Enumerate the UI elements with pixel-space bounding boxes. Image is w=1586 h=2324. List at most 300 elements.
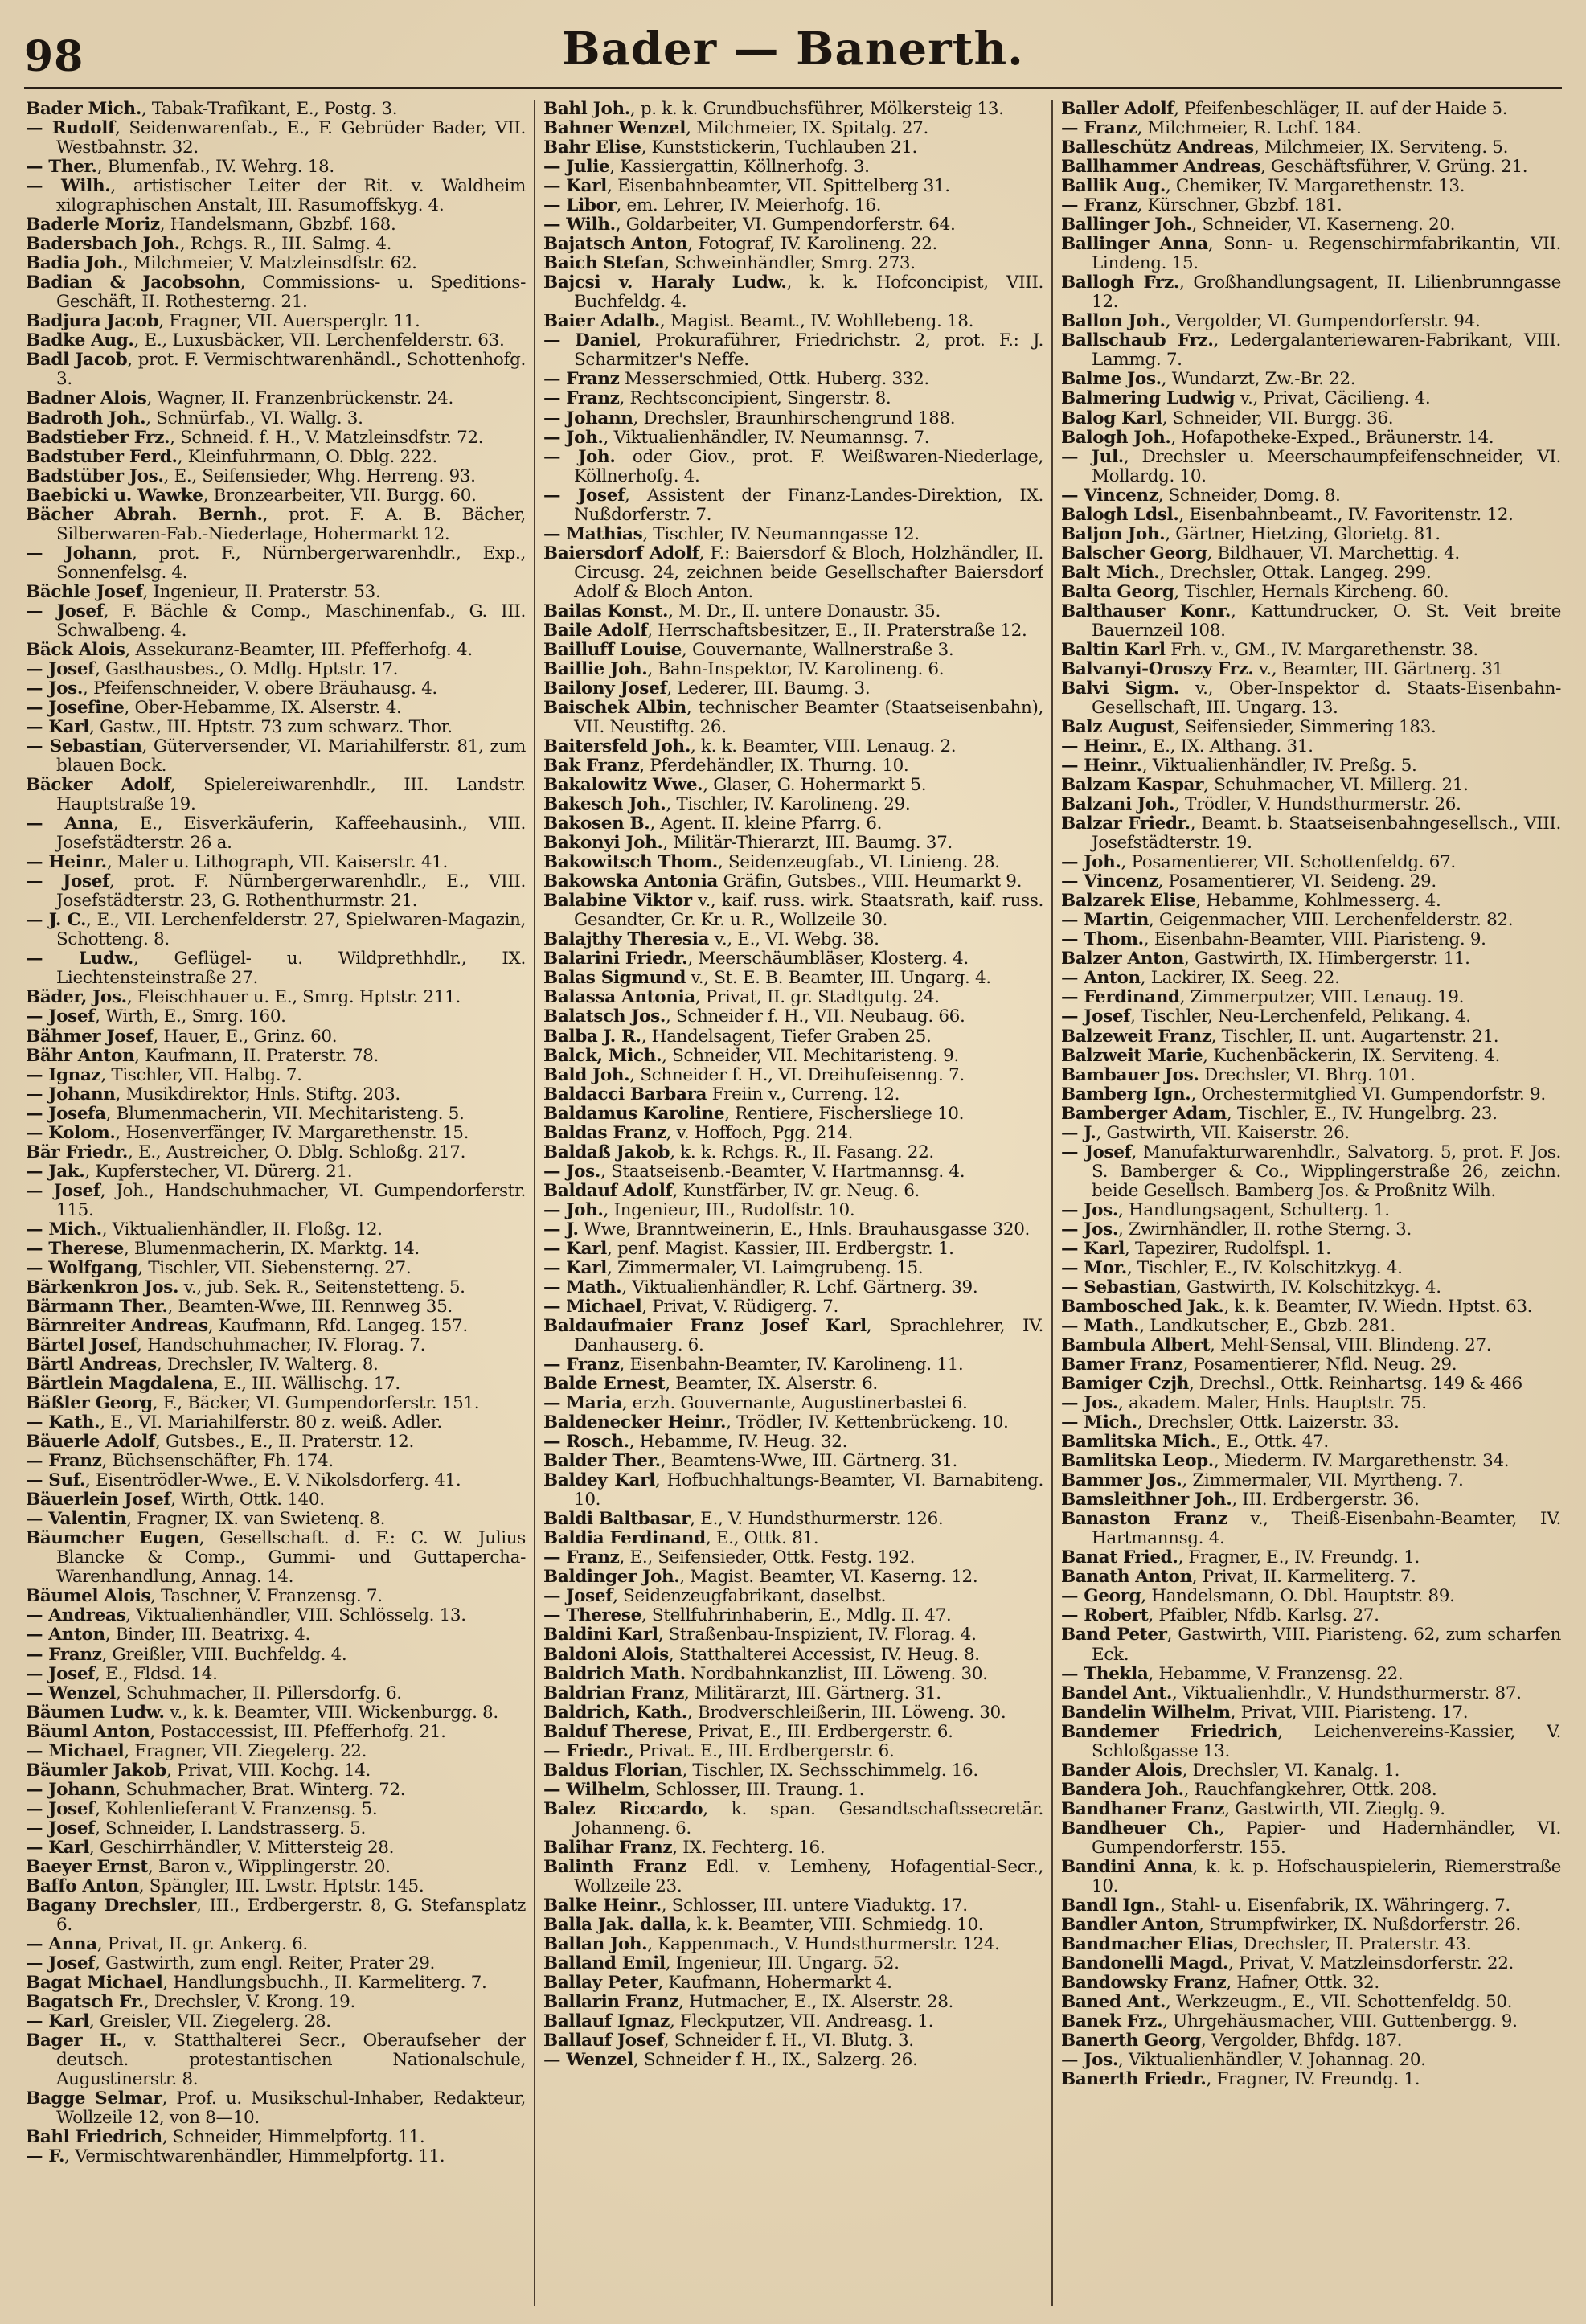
- entry-details: , k. k. Beamter, VIII. Lenaug. 2.: [690, 736, 957, 757]
- column-2: [534, 100, 1043, 2306]
- entry-name: — Wilhelm: [543, 1779, 645, 1800]
- entry-details: , III., Erdbergerstr. 8, G. Stefansplatz 6.: [56, 1895, 526, 1935]
- entry-details: Gräfin, Gutsbes., VIII. Heumarkt 9.: [717, 871, 1022, 892]
- directory-entry: [543, 1278, 1043, 1297]
- entry-name: — Franz: [543, 1547, 620, 1568]
- entry-details: , artistischer Leiter der Rit. v. Waldheim xilographischen Anstalt, III. Rasumoffskyg. 4.: [56, 176, 526, 216]
- entry-details: v., E., VI. Webg. 38.: [709, 929, 879, 950]
- entry-name: Baitersfeld Joh.: [543, 736, 691, 757]
- entry-name: Baned Ant.: [1061, 1992, 1166, 2013]
- entry-details: Frh. v., GM., IV. Margarethenstr. 38.: [1165, 639, 1478, 660]
- entry-name: — Maria: [543, 1393, 622, 1414]
- entry-details: , Pfaibler, Nfdb. Karlsg. 27.: [1148, 1605, 1379, 1626]
- directory-entry: [1061, 1819, 1561, 1858]
- entry-name: — Kolom.: [26, 1122, 116, 1143]
- entry-name: — Franz: [26, 1644, 102, 1665]
- directory-entry: [543, 949, 1043, 969]
- entry-name: Baltin Karl: [1061, 639, 1166, 660]
- entry-name: — Anna: [26, 1933, 97, 1954]
- entry-name: — Jak.: [26, 1161, 85, 1182]
- directory-entry: [26, 949, 526, 988]
- entry-name: Bandonelli Magd.: [1061, 1953, 1229, 1974]
- entry-details: , Milchmeier, R. Lchf. 184.: [1137, 118, 1362, 139]
- directory-entry: [26, 1625, 526, 1645]
- directory-entry: [1061, 1240, 1561, 1259]
- entry-name: Baillie Joh.: [543, 658, 648, 679]
- entry-name: — Josef: [26, 658, 96, 679]
- entry-details: , Seidenwarenfab., E., F. Gebrüder Bader, VII. Westbahnstr. 32.: [56, 118, 526, 158]
- entry-name: Balz August: [1061, 717, 1175, 737]
- column-1: [26, 100, 526, 2306]
- entry-details: , Fleischhauer u. E., Smrg. Hptstr. 211.: [126, 987, 461, 1008]
- directory-entry: [543, 1355, 1043, 1375]
- entry-name: Bamer Franz: [1061, 1355, 1183, 1375]
- entry-details: , Leichenvereins-Kassier, V. Schloßgasse 13.: [1092, 1721, 1561, 1761]
- entry-details: , Pfeifenschneider, V. obere Bräuhausg. 4.: [83, 678, 437, 699]
- entry-details: , E., III. Wällischg. 17.: [213, 1374, 400, 1395]
- entry-name: Baldini Karl: [543, 1625, 658, 1646]
- entry-name: Bärtl Andreas: [26, 1355, 157, 1375]
- entry-details: , Gutsbes., E., II. Praterstr. 12.: [155, 1432, 414, 1453]
- entry-name: — Johann: [543, 408, 633, 428]
- entry-details: , Viktualienhändler, II. Floßg. 12.: [101, 1219, 383, 1240]
- directory-entry: [1061, 1336, 1561, 1355]
- entry-name: Bäcker Adolf: [26, 775, 170, 796]
- entry-name: — Ludw.: [26, 949, 133, 969]
- directory-entry: [543, 544, 1043, 602]
- directory-entry: [1061, 1723, 1561, 1761]
- entry-details: , Greisler, VII. Ziegelerg. 28.: [89, 2011, 331, 2032]
- entry-details: , k. k. Hofconcipist, VIII. Buchfeldg. 4.: [574, 273, 1043, 313]
- entry-details: , Schneider f. H., VI. Dreihufeisenng. 7.: [629, 1064, 965, 1085]
- entry-name: — Karl: [543, 1257, 607, 1278]
- entry-name: Bammer Jos.: [1061, 1470, 1182, 1491]
- entry-name: Baeyer Ernst: [26, 1856, 148, 1877]
- entry-details: , Viktualienhändler, R. Lchf. Gärtnerg. 39.: [621, 1277, 978, 1297]
- entry-name: Bakowska Antonia: [543, 871, 718, 892]
- entry-details: , Hofbuchhaltungs-Beamter, VI. Barnabiteng. 10.: [574, 1470, 1043, 1510]
- entry-name: — Franz: [543, 1355, 620, 1375]
- entry-name: Balzer Anton: [1061, 949, 1184, 969]
- entry-name: — Jos.: [1061, 1393, 1118, 1414]
- directory-entry: [543, 1066, 1043, 1085]
- directory-entry: [26, 1935, 526, 1954]
- entry-details: , k. k. Beamter, VIII. Schmiedg. 10.: [686, 1914, 984, 1935]
- entry-details: , Agent. II. kleine Pfarrg. 6.: [650, 814, 883, 834]
- directory-entry: [26, 1819, 526, 1838]
- entry-details: , Schneider, VII. Mechitaristeng. 9.: [662, 1045, 959, 1066]
- entry-name: — Andreas: [26, 1605, 126, 1626]
- entry-details: , Manufakturwarenhdlr., Salvatorg. 5, prot. F. Jos. S. Bamberger & Co., Wipplingerstraße 26, zeichn. beide Gesellsch. Bamberg Jos. & Proßnitz Wilh.: [1092, 1142, 1561, 1201]
- entry-name: Bäder, Jos.: [26, 987, 127, 1008]
- entry-details: , Seifensieder, Simmering 183.: [1174, 717, 1436, 737]
- directory-entry: [1061, 1355, 1561, 1375]
- directory-entry: [543, 1781, 1043, 1800]
- directory-entry: [26, 1413, 526, 1433]
- directory-entry: [1061, 1394, 1561, 1413]
- entry-details: , Tapezirer, Rudolfspl. 1.: [1125, 1238, 1331, 1259]
- directory-entry: [26, 350, 526, 389]
- entry-details: , Tischler, Hernals Kircheng. 60.: [1174, 581, 1449, 602]
- entry-details: , Seidenzeugfab., VI. Linieng. 28.: [717, 852, 1000, 873]
- entry-details: , Kaufmann, II. Praterstr. 78.: [134, 1045, 379, 1066]
- entry-details: , M. Dr., II. untere Donaustr. 35.: [668, 600, 941, 621]
- entry-details: , E., Fldsd. 14.: [95, 1663, 218, 1684]
- directory-entry: [543, 602, 1043, 621]
- entry-details: , Seidenzeugfabrikant, daselbst.: [613, 1586, 887, 1607]
- directory-entry: [26, 1684, 526, 1703]
- entry-details: , Prof. u. Musikschul-Inhaber, Redakteur, Wollzeile 12, von 8—10.: [56, 2088, 526, 2129]
- entry-name: Ballauf Josef: [543, 2031, 664, 2051]
- entry-name: — Robert: [1061, 1605, 1149, 1626]
- directory-entry: [1061, 795, 1561, 814]
- entry-name: — Josef: [26, 1818, 96, 1838]
- entry-details: , Hauer, E., Grinz. 60.: [153, 1026, 338, 1047]
- directory-entry: [26, 1220, 526, 1240]
- directory-entry: [26, 1143, 526, 1162]
- directory-entry: [1061, 1471, 1561, 1490]
- entry-details: , Gasthausbes., O. Mdlg. Hptstr. 17.: [95, 658, 399, 679]
- entry-details: , Schnürfab., VI. Wallg. 3.: [145, 408, 363, 428]
- entry-details: , em. Lehrer, IV. Meierhofg. 16.: [616, 195, 882, 216]
- entry-details: , E., Seifensieder, Ottk. Festg. 192.: [619, 1547, 916, 1568]
- directory-entry: [543, 273, 1043, 312]
- directory-entry: [1061, 331, 1561, 370]
- entry-name: — Anton: [1061, 968, 1141, 989]
- entry-name: Bakalowitz Wwe.: [543, 775, 703, 796]
- directory-entry: [1061, 1220, 1561, 1240]
- entry-name: — Josef: [543, 1586, 613, 1607]
- directory-entry: [26, 177, 526, 215]
- entry-name: Badl Jacob: [26, 350, 128, 371]
- entry-details: , Fragner, VII. Ziegelerg. 22.: [124, 1740, 367, 1761]
- entry-details: , akadem. Maler, Hnls. Hauptstr. 75.: [1118, 1393, 1427, 1414]
- entry-details: , Papier- und Hadernhändler, VI. Gumpendorferstr. 155.: [1092, 1818, 1561, 1858]
- entry-details: , Posamentierer, VII. Schottenfeldg. 67.: [1121, 852, 1456, 873]
- entry-details: , Gastw., III. Hptstr. 73 zum schwarz. Thor.: [89, 717, 453, 737]
- entry-details: , Privat. E., III. Erdbergerstr. 6.: [628, 1740, 895, 1761]
- entry-name: — Joh.: [543, 427, 604, 448]
- entry-details: , Brodverschleißerin, III. Löweng. 30.: [686, 1702, 1006, 1723]
- entry-details: , k. k. Rchgs. R., II. Fasang. 22.: [670, 1142, 934, 1162]
- entry-details: v., Theiß-Eisenbahn-Beamter, IV. Hartmannsg. 4.: [1092, 1509, 1561, 1549]
- entry-details: , Viktualienhändler, IV. Preßg. 5.: [1141, 756, 1417, 777]
- directory-entry: [543, 1085, 1043, 1105]
- directory-entry: [1061, 1007, 1561, 1027]
- entry-name: Balde Ernest: [543, 1374, 666, 1395]
- directory-entry: [543, 814, 1043, 834]
- directory-entry: [26, 660, 526, 679]
- directory-entry: [1061, 853, 1561, 872]
- directory-entry: [26, 1838, 526, 1858]
- entry-details: , Fragner, IV. Freundg. 1.: [1206, 2069, 1420, 2090]
- entry-details: , Kuchenbäckerin, IX. Serviteng. 4.: [1203, 1045, 1500, 1066]
- entry-details: , E., VI. Mariahilferstr. 80 z. weiß. Adler.: [100, 1412, 442, 1433]
- entry-details: , Drechsler, VI. Kanalg. 1.: [1182, 1760, 1400, 1781]
- directory-entry: [26, 988, 526, 1007]
- entry-name: Bakesch Joh.: [543, 794, 666, 815]
- entry-name: Bamberger Adam: [1061, 1103, 1227, 1124]
- entry-name: Ballan Joh.: [543, 1933, 648, 1954]
- directory-entry: [543, 254, 1043, 273]
- entry-name: Bamlitska Leop.: [1061, 1451, 1214, 1472]
- entry-details: , Kattundrucker, O. St. Veit breite Bauernzeil 108.: [1092, 600, 1561, 641]
- entry-name: Bärtel Josef: [26, 1335, 137, 1355]
- directory-entry: [1061, 872, 1561, 891]
- entry-details: , Privat, II. gr. Stadtgutg. 24.: [695, 987, 940, 1008]
- entry-name: Band Peter: [1061, 1625, 1167, 1646]
- entry-details: , Stellfuhrinhaberin, E., Mdlg. II. 47.: [641, 1605, 952, 1626]
- entry-name: Balthauser Konr.: [1061, 600, 1231, 621]
- entry-details: , Commissions- u. Speditions-Geschäft, II. Rothesterng. 21.: [56, 273, 526, 313]
- directory-entry: [1061, 1259, 1561, 1278]
- entry-details: , Lederer, III. Baumg. 3.: [666, 678, 871, 699]
- entry-name: Baljon Joh.: [1061, 523, 1166, 544]
- entry-name: — Josef: [26, 600, 104, 621]
- entry-name: Balzarek Elise: [1061, 891, 1196, 912]
- directory-entry: [26, 1240, 526, 1259]
- directory-entry: [26, 1066, 526, 1085]
- directory-entry: [543, 119, 1043, 138]
- entry-details: v., Privat, Cäcilieng. 4.: [1235, 388, 1431, 409]
- entry-details: , Militär-Thierarzt, III. Baumg. 37.: [662, 833, 953, 854]
- entry-name: Bagatsch Fr.: [26, 1992, 144, 2013]
- entry-details: v., k. k. Beamter, VIII. Wickenburgg. 8.: [164, 1702, 498, 1723]
- entry-name: Bandera Joh.: [1061, 1779, 1184, 1800]
- entry-name: Bamlitska Mich.: [1061, 1432, 1216, 1453]
- directory-entry: [1061, 911, 1561, 930]
- entry-name: Badroth Joh.: [26, 408, 146, 428]
- directory-entry: [1061, 1935, 1561, 1954]
- entry-details: , E., Luxusbäcker, VII. Lerchenfelderstr. 63.: [133, 330, 505, 351]
- directory-entry: [543, 1742, 1043, 1761]
- directory-entry: [543, 1568, 1043, 1587]
- directory-entry: [1061, 119, 1561, 138]
- directory-entry: [543, 1723, 1043, 1742]
- directory-entry: [543, 2031, 1043, 2051]
- directory-entry: [1061, 1317, 1561, 1336]
- directory-entry: [26, 814, 526, 853]
- directory-entry: [26, 254, 526, 273]
- directory-entry: [26, 1703, 526, 1723]
- directory-entry: [543, 196, 1043, 215]
- entry-details: , IX. Fechterg. 16.: [672, 1837, 826, 1858]
- entry-name: Bär Friedr.: [26, 1142, 128, 1162]
- entry-details: , Maler u. Lithograph, VII. Kaiserstr. 41.: [106, 852, 448, 873]
- directory-entry: [26, 1375, 526, 1394]
- directory-entry: [1061, 1954, 1561, 1974]
- entry-name: Balck, Mich.: [543, 1045, 662, 1066]
- entry-details: , Geflügel- u. Wildprethhdlr., IX. Liechtensteinstraße 27.: [56, 949, 526, 989]
- entry-details: , Landkutscher, E., Gbzb. 281.: [1139, 1315, 1395, 1336]
- directory-entry: [1061, 1625, 1561, 1664]
- entry-name: Baffo Anton: [26, 1875, 139, 1896]
- entry-name: — Sebastian: [26, 736, 142, 757]
- entry-name: — Wolfgang: [26, 1257, 138, 1278]
- directory-entry: [1061, 1606, 1561, 1625]
- directory-entry: [26, 1781, 526, 1800]
- entry-name: Ballinger Anna: [1061, 234, 1208, 255]
- entry-details: , prot. F. A. B. Bächer, Silberwaren-Fab.-Niederlage, Hohermarkt 12.: [56, 504, 526, 544]
- entry-name: — Heinr.: [1061, 756, 1142, 777]
- entry-name: Bailony Josef: [543, 678, 667, 699]
- entry-details: , Magist. Beamter, VI. Kaserng. 12.: [679, 1567, 978, 1588]
- directory-entry: [543, 525, 1043, 544]
- entry-name: Banerth Georg: [1061, 2031, 1201, 2051]
- header-rule: [24, 87, 1562, 89]
- directory-entry: [1061, 196, 1561, 215]
- entry-details: , F., Bäcker, VI. Gumpendorferstr. 151.: [152, 1393, 480, 1414]
- directory-entry: [543, 2012, 1043, 2031]
- directory-entry: [543, 1162, 1043, 1182]
- entry-name: Balt Mich.: [1061, 562, 1160, 583]
- entry-name: — Josef: [26, 1180, 100, 1201]
- entry-name: Bäuml Anton: [26, 1721, 150, 1742]
- entry-name: Balta Georg: [1061, 581, 1174, 602]
- entry-details: , Kürschner, Gbzbf. 181.: [1137, 195, 1342, 216]
- directory-entry: [1061, 1297, 1561, 1317]
- directory-entry: [1061, 756, 1561, 776]
- entry-name: Badstieber Frz.: [26, 427, 170, 448]
- entry-name: Balajthy Theresia: [543, 929, 710, 950]
- entry-details: , Eisenbahn-Beamter, VIII. Piaristeng. 9.: [1143, 929, 1486, 950]
- directory-entry: [1061, 273, 1561, 312]
- entry-details: , Assekuranz-Beamter, III. Pfefferhofg. 4.: [125, 639, 473, 660]
- directory-entry: [543, 1413, 1043, 1433]
- directory-entry: [26, 641, 526, 660]
- entry-name: Bahr Elise: [543, 137, 641, 158]
- entry-name: Bäßler Georg: [26, 1393, 153, 1414]
- entry-name: — Wenzel: [26, 1683, 116, 1703]
- entry-details: , Wundarzt, Zw.-Br. 22.: [1161, 369, 1356, 390]
- entry-name: Balzeweit Franz: [1061, 1026, 1211, 1047]
- entry-name: Bagat Michael: [26, 1973, 163, 1994]
- entry-name: — Franz: [26, 1451, 102, 1472]
- entry-name: Balez Riccardo: [543, 1798, 703, 1819]
- entry-name: Bäuerle Adolf: [26, 1432, 155, 1453]
- entry-details: , Drechsler, II. Praterstr. 43.: [1232, 1933, 1472, 1954]
- directory-entry: [543, 1993, 1043, 2012]
- directory-entry: [543, 158, 1043, 177]
- entry-name: — Josefine: [26, 697, 125, 718]
- directory-entry: [26, 1162, 526, 1182]
- entry-name: Ballik Aug.: [1061, 176, 1166, 197]
- entry-details: , Privat, VIII. Kochg. 14.: [166, 1760, 371, 1781]
- directory-entry: [26, 1761, 526, 1781]
- directory-entry: [543, 988, 1043, 1007]
- entry-name: Baldaß Jakob: [543, 1142, 670, 1162]
- entry-name: Baldamus Karoline: [543, 1103, 725, 1124]
- directory-entry: [26, 1047, 526, 1066]
- entry-details: , E., Eisverkäuferin, Kaffeehausinh., VIII. Josefstädterstr. 26 a.: [56, 814, 526, 854]
- directory-entry: [543, 1027, 1043, 1047]
- directory-entry: [1061, 1413, 1561, 1433]
- entry-details: , Milchmeier, IX. Spitalg. 27.: [686, 118, 928, 139]
- directory-entry: [1061, 525, 1561, 544]
- directory-entry: [26, 583, 526, 602]
- entry-details: , Gastwirth, IV. Kolschitzkyg. 4.: [1176, 1277, 1441, 1297]
- directory-entry: [543, 100, 1043, 119]
- entry-details: , Blumenmacherin, VII. Mechitaristeng. 5.: [105, 1103, 465, 1124]
- entry-name: Baldi Baltbasar: [543, 1509, 691, 1530]
- directory-entry: [1061, 1568, 1561, 1587]
- entry-name: Bahl Friedrich: [26, 2127, 162, 2148]
- directory-entry: [1061, 1993, 1561, 2012]
- directory-entry: [1061, 1974, 1561, 1993]
- entry-name: Badjura Jacob: [26, 311, 159, 332]
- entry-name: — Thom.: [1061, 929, 1144, 950]
- directory-entry: [543, 1007, 1043, 1027]
- entry-details: , Eisenbahnbeamt., IV. Favoritenstr. 12.: [1178, 504, 1514, 525]
- entry-details: , Statthalterei Accessist, IV. Heug. 8.: [668, 1644, 980, 1665]
- directory-entry: [26, 1471, 526, 1490]
- entry-name: Bagany Drechsler: [26, 1895, 197, 1916]
- directory-entry: [1061, 641, 1561, 660]
- entry-name: Bald Joh.: [543, 1064, 630, 1085]
- directory-entry: [543, 1510, 1043, 1529]
- entry-details: , k. k. p. Hofschauspielerin, Riemerstraße 10.: [1092, 1856, 1561, 1896]
- entry-name: Bäumler Jakob: [26, 1760, 166, 1781]
- entry-name: — Sebastian: [1061, 1277, 1177, 1297]
- entry-name: Badia Joh.: [26, 253, 123, 274]
- entry-name: Bandl Ign.: [1061, 1895, 1161, 1916]
- entry-name: Balvanyi-Oroszy Frz.: [1061, 658, 1254, 679]
- entry-name: — Wilh.: [26, 176, 111, 197]
- entry-name: Balassa Antonia: [543, 987, 695, 1008]
- entry-name: Balabine Viktor: [543, 891, 692, 912]
- entry-details: , Pferdehändler, IX. Thurng. 10.: [639, 756, 909, 777]
- entry-name: Badstüber Jos.: [26, 465, 164, 486]
- entry-name: Bandler Anton: [1061, 1914, 1199, 1935]
- entry-name: Balla Jak. dalla: [543, 1914, 686, 1935]
- directory-entry: [543, 1259, 1043, 1278]
- directory-entry: [543, 891, 1043, 930]
- directory-entry: [543, 215, 1043, 235]
- directory-entry: [1061, 1703, 1561, 1723]
- entry-name: Baldrian Franz: [543, 1683, 684, 1703]
- entry-name: Bäuerlein Josef: [26, 1490, 171, 1510]
- entry-name: Baldia Ferdinand: [543, 1528, 706, 1549]
- directory-entry: [1061, 1124, 1561, 1143]
- directory-entry: [1061, 1143, 1561, 1201]
- directory-entry: [26, 718, 526, 737]
- entry-name: — Vincenz: [1061, 485, 1158, 506]
- entry-details: , Gastwirth, VII. Zieglg. 9.: [1224, 1798, 1445, 1819]
- directory-entry: [26, 119, 526, 158]
- entry-details: , Prokuraführer, Friedrichstr. 2, prot. F.: J. Scharmitzer's Neffe.: [574, 330, 1043, 371]
- entry-details: , Beamten-Wwe, III. Rennweg 35.: [167, 1296, 453, 1317]
- entry-name: Balscher Georg: [1061, 543, 1207, 564]
- directory-entry: [26, 2012, 526, 2031]
- entry-details: , Tischler, E., IV. Hungelbrg. 23.: [1226, 1103, 1498, 1124]
- directory-entry: [543, 1317, 1043, 1355]
- entry-details: Drechsler, VI. Bhrg. 101.: [1199, 1064, 1416, 1085]
- directory-entry: [26, 1297, 526, 1317]
- entry-name: Ballauf Ignaz: [543, 2011, 670, 2032]
- entry-name: Banerth Friedr.: [1061, 2069, 1207, 2090]
- entry-name: Baldenecker Heinr.: [543, 1412, 727, 1433]
- directory-entry: [26, 389, 526, 408]
- entry-details: , Büchsenschäfter, Fh. 174.: [101, 1451, 334, 1472]
- entry-name: Baldinger Joh.: [543, 1567, 680, 1588]
- entry-name: — Michael: [26, 1740, 125, 1761]
- entry-name: — Anton: [26, 1625, 105, 1646]
- directory-entry: [1061, 100, 1561, 119]
- directory-entry: [543, 1105, 1043, 1124]
- directory-entry: [26, 737, 526, 776]
- directory-entry: [543, 1935, 1043, 1954]
- entry-name: Bäumcher Eugen: [26, 1528, 199, 1549]
